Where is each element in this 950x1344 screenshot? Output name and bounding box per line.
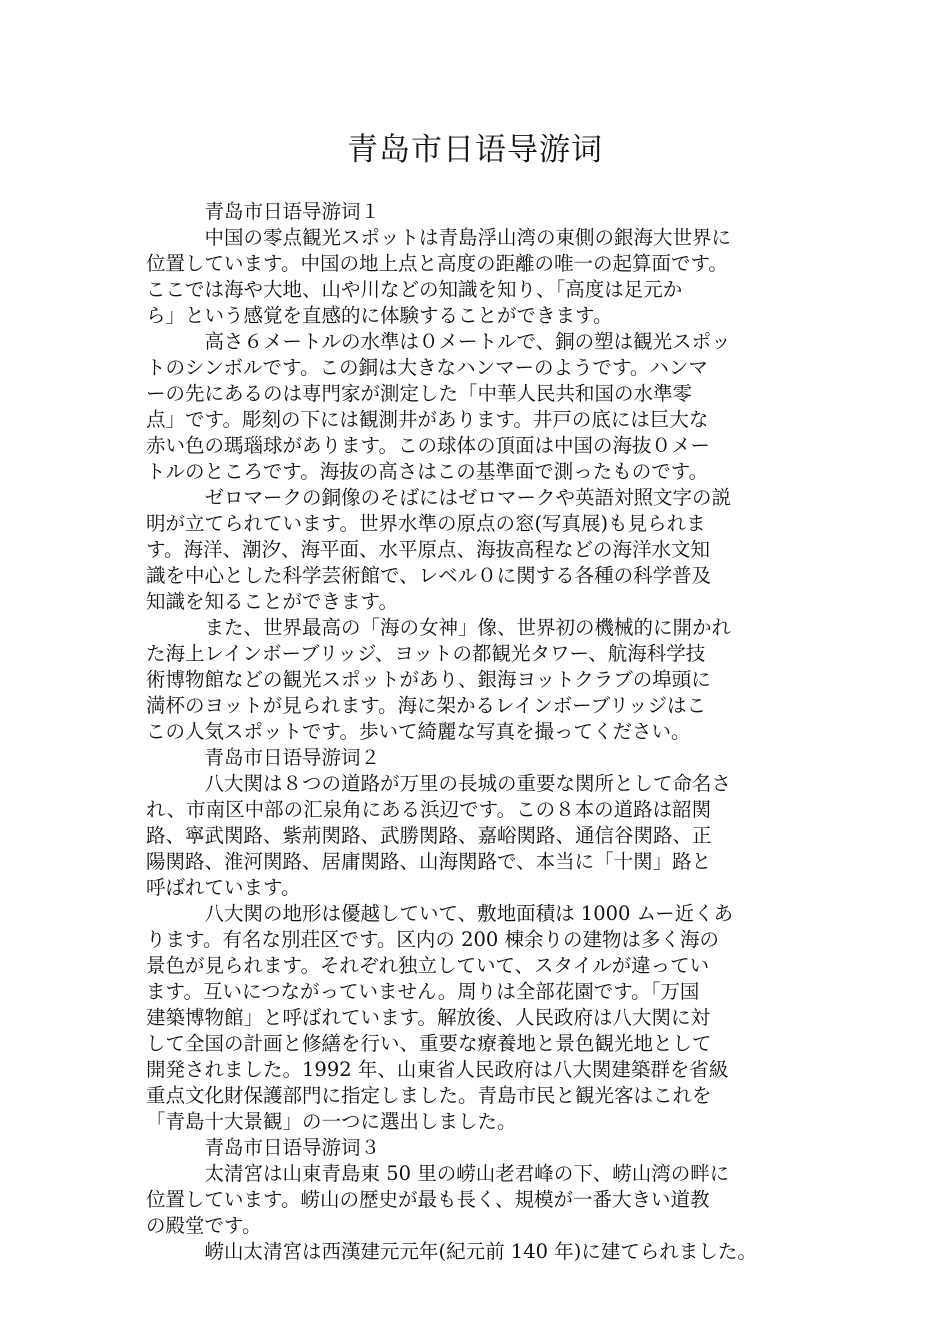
text-line: た海上レインボーブリッジ、ヨットの都観光タワー、航海科学技	[146, 642, 706, 665]
text-line: ーの先にあるのは専門家が測定した「中華人民共和国の水準零	[146, 382, 693, 405]
text-line: 高さ６メートルの水準は０メートルで、銅の塑は観光スポッ	[146, 330, 731, 353]
text-line: トのシンボルです。この銅は大きなハンマーのようです。ハンマ	[146, 356, 708, 379]
text-line: 崂山太清宮は西漢建元元年(紀元前 140 年)に建てられました。	[146, 1240, 757, 1263]
text-line: 呼ばれています。	[146, 876, 301, 899]
text-line: 青岛市日语导游词１	[146, 200, 381, 223]
text-line: 点」です。彫刻の下には観測井があります。井戸の底には巨大な	[146, 408, 709, 431]
text-line: 重点文化財保護部門に指定しました。青島市民と観光客はこれを	[146, 1084, 712, 1107]
text-line: 太清宮は山東青島東 50 里の崂山老君峰の下、崂山湾の畔に	[146, 1162, 730, 1185]
document-title: 青岛市日语导游词	[347, 132, 603, 168]
text-line: す。海洋、潮汐、海平面、水平原点、海抜高程などの海洋水文知	[146, 538, 710, 561]
text-line: 満杯のヨットが見られます。海に架かるレインボーブリッジはこ	[146, 694, 707, 717]
text-line: 青岛市日语导游词３	[146, 1136, 381, 1159]
text-line: ます。互いにつながっていません。周りは全部花園です。「万国	[146, 980, 700, 1003]
text-line: 識を中心とした科学芸術館で、レベル０に関する各種の科学普及	[146, 564, 712, 587]
document-body	[146, 199, 818, 1265]
text-line: 開発されました。1992 年、山東省人民政府は八大関建築群を省級	[146, 1058, 729, 1081]
text-line: トルのところです。海抜の高さはこの基準面で測ったものです。	[146, 460, 709, 483]
text-line: また、世界最高の「海の女神」像、世界初の機械的に開かれ	[146, 616, 732, 639]
text-line: 知識を知ることができます。	[146, 590, 398, 613]
text-line: 建築博物館」と呼ばれています。解放後、人民政府は八大関に対	[146, 1006, 710, 1029]
text-line: 「青島十大景観」の一つに選出しました。	[146, 1110, 517, 1133]
text-line: ゼロマークの銅像のそばにはゼロマークや英語対照文字の説	[146, 486, 732, 509]
text-line: 青岛市日语导游词２	[146, 746, 381, 769]
text-line: この人気スポットです。歩いて綺麗な写真を撮ってください。	[146, 720, 691, 743]
text-line: ら」という感覚を直感的に体験することができます。	[146, 304, 613, 327]
text-line: 景色が見られます。それぞれ独立していて、スタイルが違ってい	[146, 954, 710, 977]
text-line: 路、寧武関路、紫荊関路、武勝関路、嘉峪関路、通信谷関路、正	[146, 824, 712, 847]
text-line: して全国の計画と修繕を行い、重要な療養地と景色観光地として	[146, 1032, 712, 1055]
text-line: 中国の零点観光スポットは青島浮山湾の東側の銀海大世界に	[146, 226, 732, 249]
text-line: 術博物館などの観光スポットがあり、銀海ヨットクラブの埠頭に	[146, 668, 711, 691]
text-line: の殿堂です。	[146, 1214, 262, 1237]
text-line: 八大関は８つの道路が万里の長城の重要な関所として命名さ	[146, 772, 732, 795]
text-line: 陽関路、淮河関路、居庸関路、山海関路で、本当に「十関」路と	[146, 850, 712, 873]
text-line: 明が立てられています。世界水準の原点の窓(写真展)も見られま	[146, 512, 706, 535]
text-line: ここでは海や大地、山や川などの知識を知り、「高度は足元か	[146, 278, 683, 301]
text-line: ります。有名な別荘区です。区内の 200 棟余りの建物は多く海の	[146, 928, 719, 951]
text-line: 八大関の地形は優越していて、敷地面積は 1000 ムー近くあ	[146, 902, 734, 925]
text-line: れ、市南区中部の汇泉角にある浜辺です。この８本の道路は韶関	[146, 798, 712, 821]
text-line: 位置しています。崂山の歴史が最も長く、規模が一番大きい道教	[146, 1188, 710, 1211]
text-line: 赤い色の瑪瑙球があります。この球体の頂面は中国の海抜０メー	[146, 434, 710, 457]
text-line: 位置しています。中国の地上点と高度の距離の唯一の起算面です。	[146, 252, 728, 275]
